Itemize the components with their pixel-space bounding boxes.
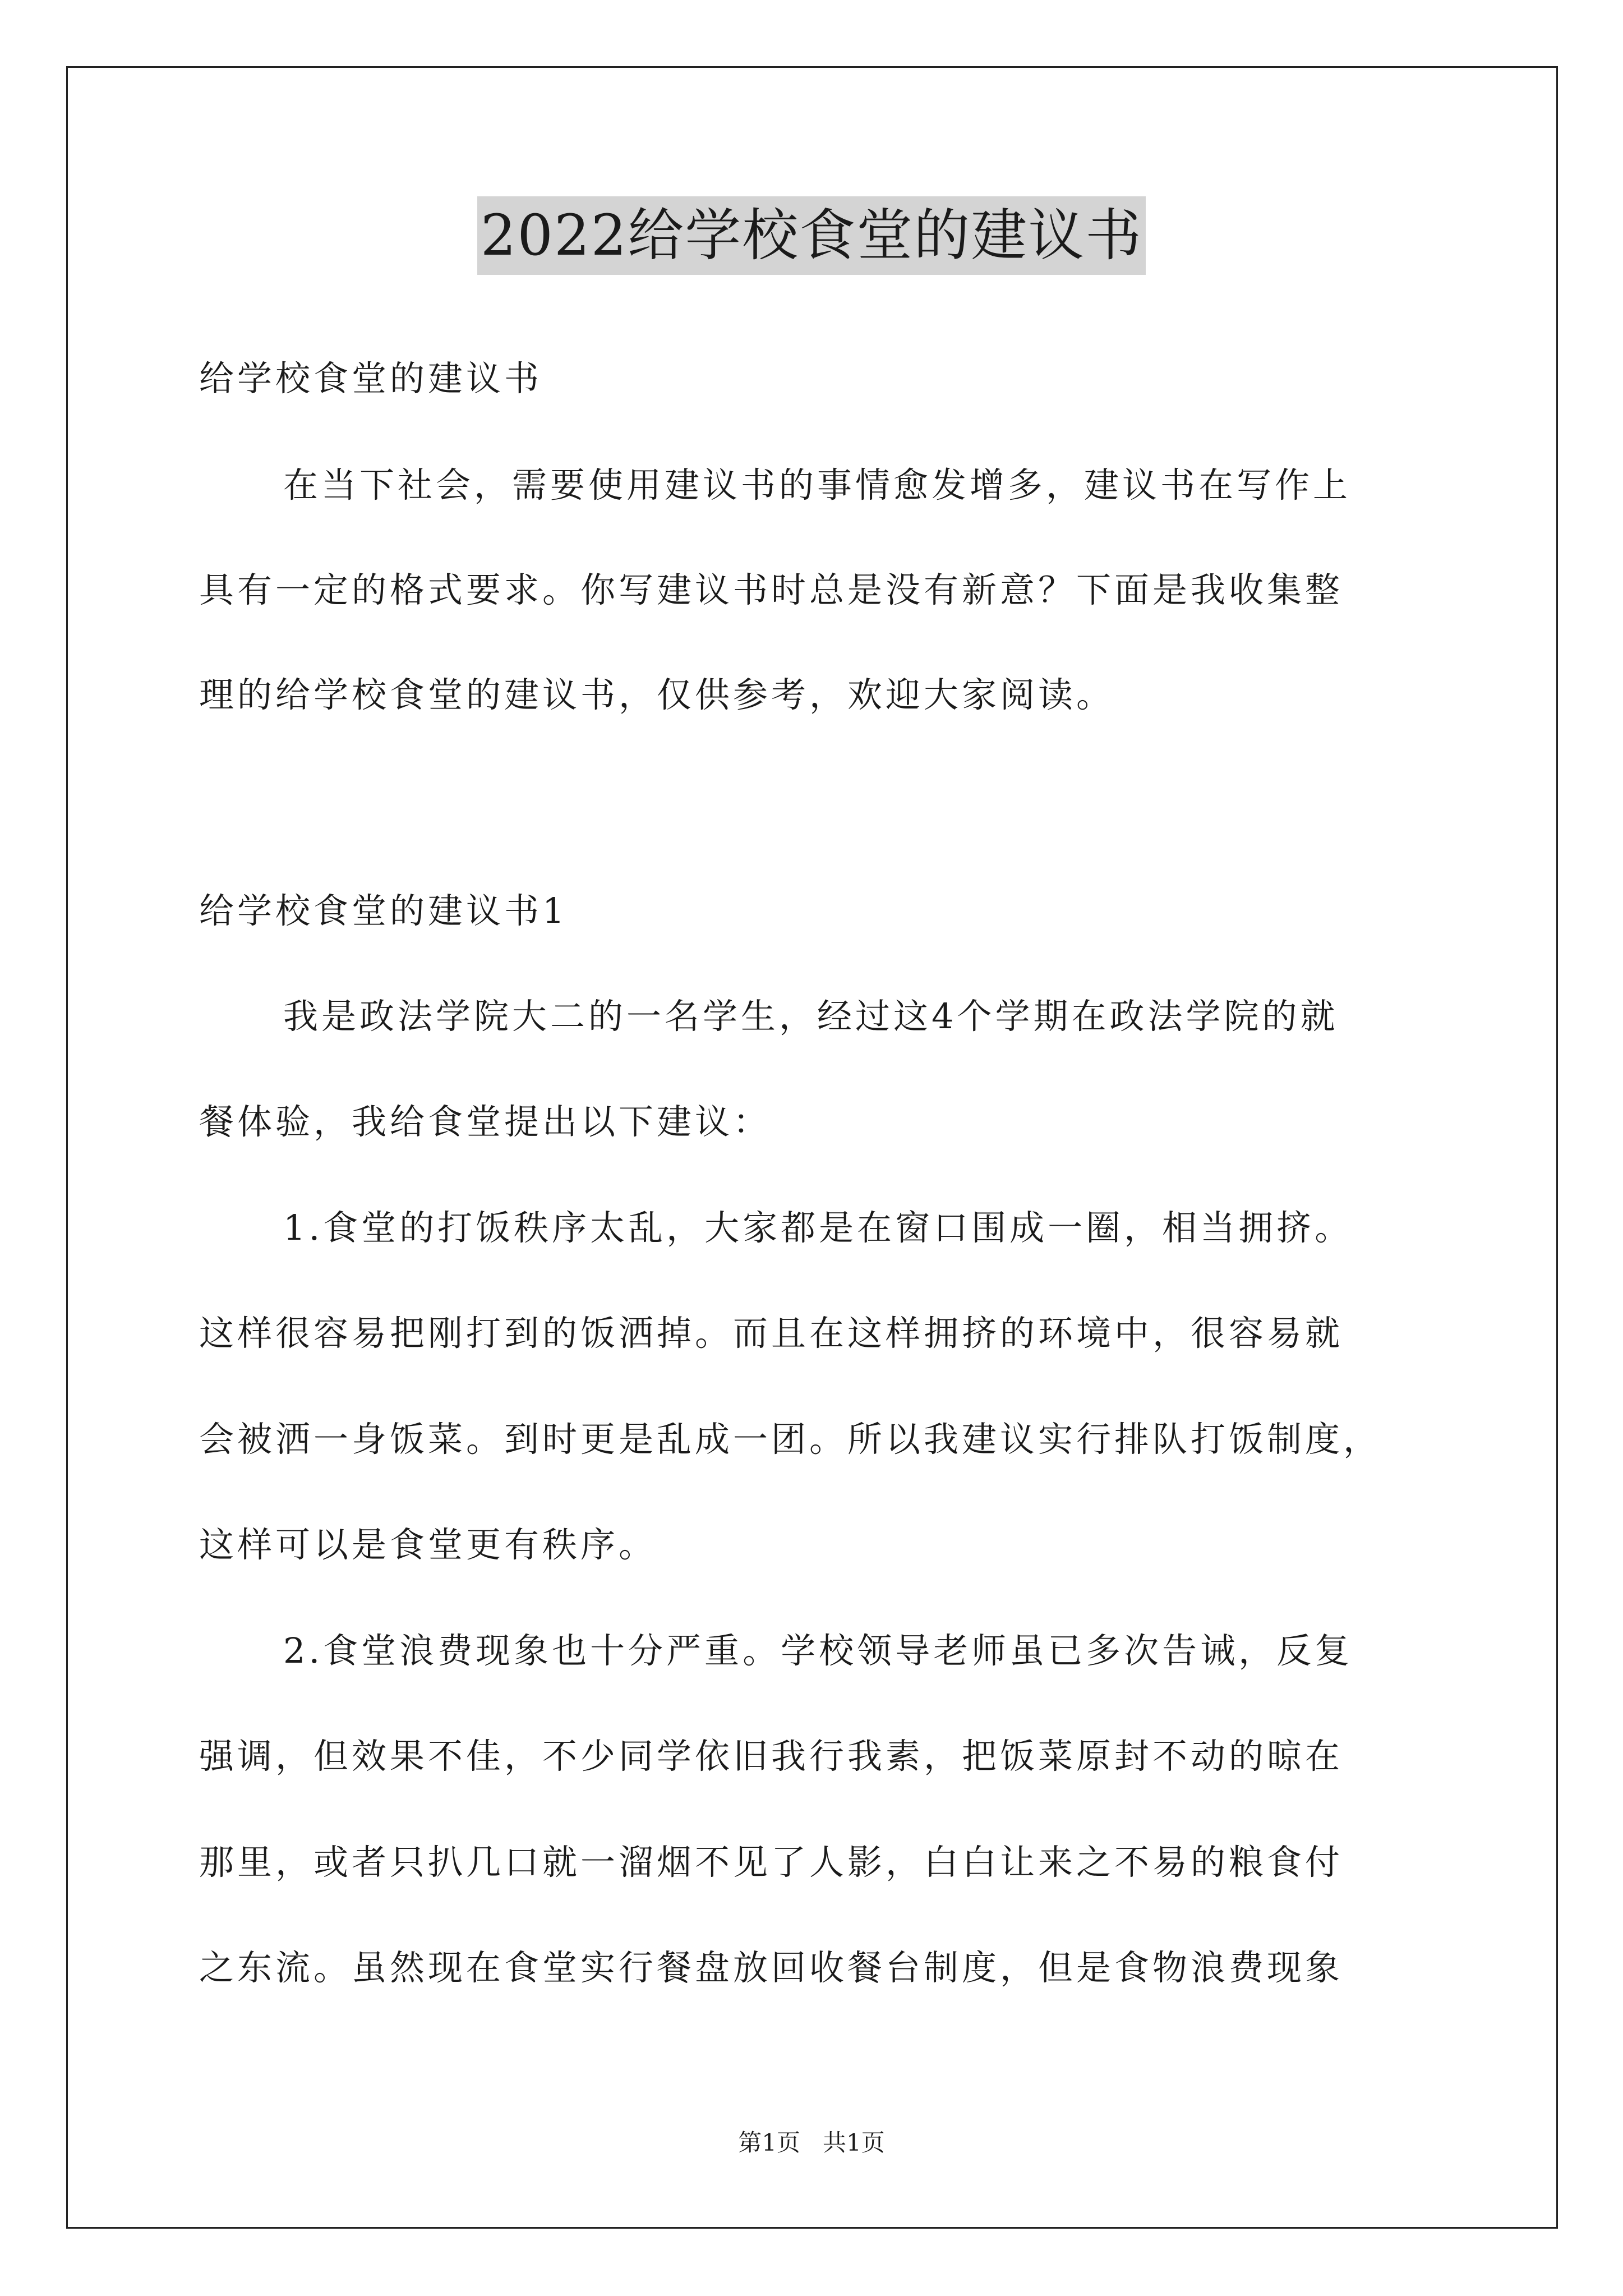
document-title: 2022给学校食堂的建议书 bbox=[477, 196, 1146, 275]
document-subtitle: 给学校食堂的建议书 bbox=[199, 358, 543, 399]
section-line-10: 之东流。虽然现在食堂实行餐盘放回收餐台制度，但是食物浪费现象 bbox=[199, 1947, 1344, 1988]
intro-line-2: 具有一定的格式要求。你写建议书时总是没有新意？下面是我收集整 bbox=[199, 569, 1344, 610]
section-line-4: 这样很容易把刚打到的饭洒掉。而且在这样拥挤的环境中，很容易就 bbox=[199, 1313, 1344, 1354]
page-footer: 第1页 共1页 bbox=[738, 2129, 885, 2156]
section-line-7: 2.食堂浪费现象也十分严重。学校领导老师虽已多次告诫，反复 bbox=[283, 1630, 1353, 1671]
section-heading: 给学校食堂的建议书1 bbox=[199, 890, 568, 931]
section-line-9: 那里，或者只扒几口就一溜烟不见了人影，白白让来之不易的粮食付 bbox=[199, 1842, 1344, 1883]
section-line-1: 我是政法学院大二的一名学生，经过这4个学期在政法学院的就 bbox=[283, 996, 1339, 1037]
section-line-5: 会被洒一身饭菜。到时更是乱成一团。所以我建议实行排队打饭制度， bbox=[199, 1419, 1382, 1460]
section-line-6: 这样可以是食堂更有秩序。 bbox=[199, 1524, 657, 1565]
section-line-8: 强调，但效果不佳，不少同学依旧我行我素，把饭菜原封不动的晾在 bbox=[199, 1736, 1344, 1777]
intro-line-3: 理的给学校食堂的建议书，仅供参考，欢迎大家阅读。 bbox=[199, 674, 1115, 715]
intro-line-1: 在当下社会，需要使用建议书的事情愈发增多，建议书在写作上 bbox=[283, 464, 1352, 505]
section-line-2: 餐体验，我给食堂提出以下建议： bbox=[199, 1101, 772, 1142]
title-container bbox=[0, 196, 1623, 275]
section-line-3: 1.食堂的打饭秩序太乱，大家都是在窗口围成一圈，相当拥挤。 bbox=[283, 1207, 1353, 1248]
